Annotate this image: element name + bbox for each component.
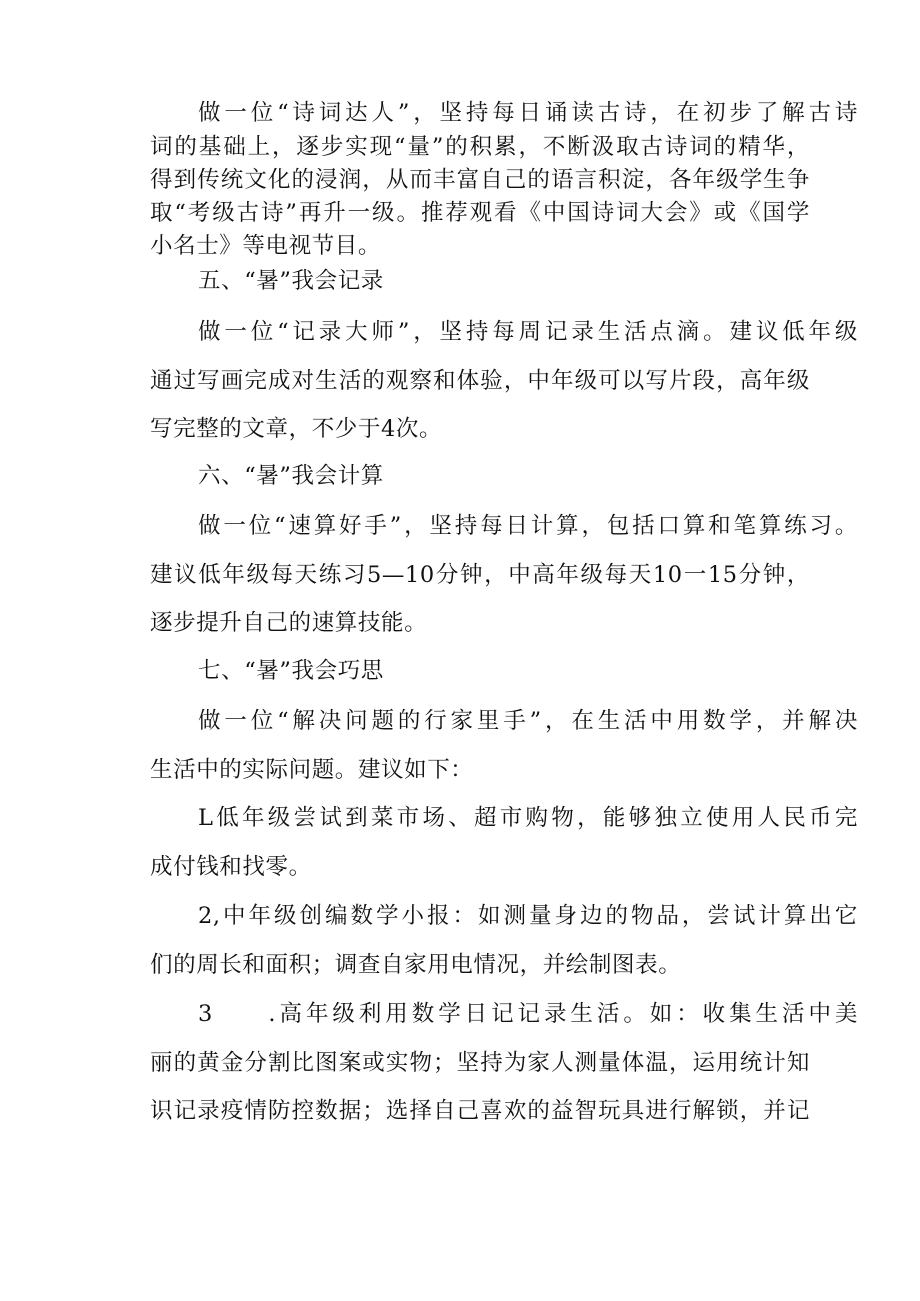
paragraph-line: 取“考级古诗”再升一级。推荐观看《中国诗词大会》或《国学 <box>150 200 810 226</box>
paragraph-line: 写完整的文章，不少于4次。 <box>150 416 443 442</box>
paragraph-line: 做一位“速算好手”，坚持每日计算，包括口算和笔算练习。 <box>198 513 858 539</box>
list-item-line: 成付钱和找零。 <box>150 854 312 880</box>
section-heading: 六、“暑”我会计算 <box>198 463 384 489</box>
list-item-line: 们的周长和面积；调查自家用电情况，并绘制图表。 <box>150 952 682 978</box>
list-item-line: 丽的黄金分割比图案或实物；坚持为家人测量体温，运用统计知 <box>150 1050 810 1076</box>
list-item-line: 3 .高年级利用数学日记记录生活。如：收集生活中美 <box>198 1001 858 1027</box>
paragraph-line: 做一位“诗词达人”，坚持每日诵读古诗，在初步了解古诗 <box>198 100 858 126</box>
paragraph-line: 建议低年级每天练习5—10分钟，中高年级每天10一15分钟， <box>150 562 810 588</box>
paragraph-line: 得到传统文化的浸润，从而丰富自己的语言积淀，各年级学生争 <box>150 167 810 193</box>
paragraph-line: 做一位“记录大师”，坚持每周记录生活点滴。建议低年级 <box>198 319 858 345</box>
paragraph-line: 词的基础上，逐步实现“量”的积累，不断汲取古诗词的精华， <box>150 134 810 160</box>
list-item-line: 2,中年级创编数学小报：如测量身边的物品，尝试计算出它 <box>198 903 858 929</box>
paragraph-line: 小名士》等电视节目。 <box>150 233 382 259</box>
paragraph-line: 做一位“解决问题的行家里手”，在生活中用数学，并解决 <box>198 708 858 734</box>
list-item-line: L低年级尝试到菜市场、超市购物，能够独立使用人民币完 <box>198 805 858 831</box>
paragraph-line: 逐步提升自己的速算技能。 <box>150 610 428 636</box>
paragraph-line: 生活中的实际问题。建议如下： <box>150 757 474 783</box>
section-heading: 七、“暑”我会巧思 <box>198 658 384 684</box>
list-item-line: 识记录疫情防控数据；选择自己喜欢的益智玩具进行解锁，并记 <box>150 1098 810 1124</box>
section-heading: 五、“暑”我会记录 <box>198 268 384 294</box>
paragraph-line: 通过写画完成对生活的观察和体验，中年级可以写片段，高年级 <box>150 368 810 394</box>
